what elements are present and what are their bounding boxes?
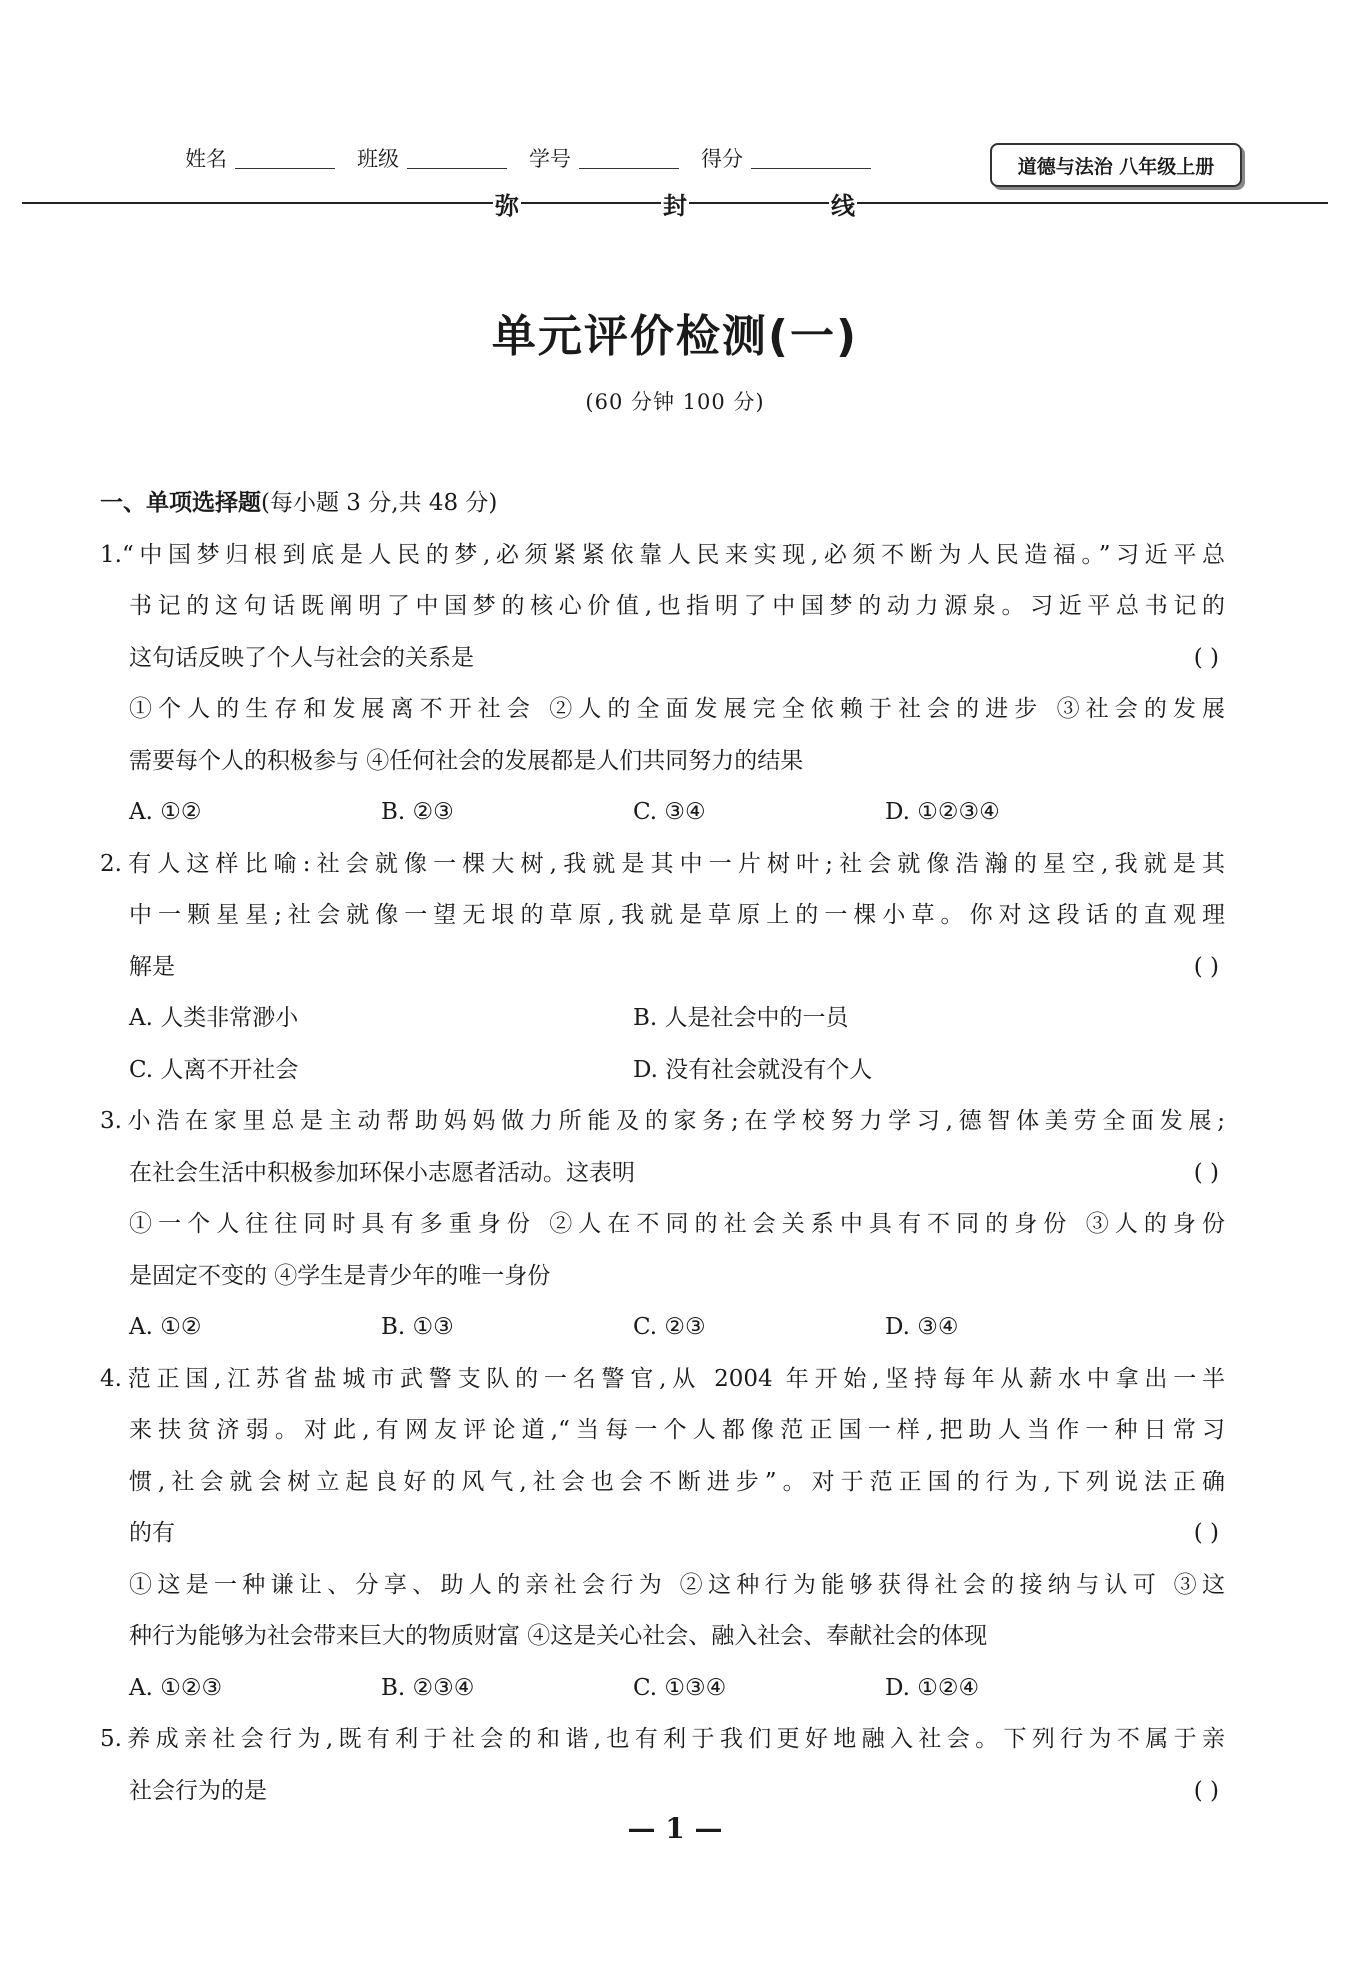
score-label: 得分 [701,147,743,171]
question-text-line: 在社会生活中积极参加环保小志愿者活动。这表明 [129,1159,635,1186]
question-last-line [100,1766,1225,1818]
question-3 [100,1096,1225,1354]
class-field[interactable] [357,143,507,173]
seal-char-2: 封 [663,191,687,220]
exam-duration: (60 分钟 100 分) [585,390,765,414]
question-last-line [100,633,1225,685]
option-d[interactable]: D. ①②③④ [885,799,1000,825]
question-text-line: 解是 [129,953,175,980]
score-field[interactable] [701,143,871,173]
question-last-line [100,942,1225,994]
question-text-line: 中一颗星星;社会就像一望无垠的草原,我就是草原上的一棵小草。你对这段话的直观理 [129,902,1225,928]
question-last-line [100,1148,1225,1200]
class-label: 班级 [357,147,399,171]
option-b[interactable]: B. ②③ [381,799,454,825]
question-text-line: 4.范正国,江苏省盐城市武警支队的一名警官,从 2004 年开始,坚持每年从薪水中拿出一半 [100,1365,1225,1392]
option-b[interactable]: B. ②③④ [381,1674,475,1701]
answer-bracket[interactable]: ( ) [1193,1520,1219,1546]
seal-line-segment [689,202,829,204]
question-1 [100,530,1225,839]
option-b[interactable]: B. 人是社会中的一员 [633,1005,849,1031]
page-number: — 1 — [627,1812,723,1845]
name-blank[interactable] [235,167,335,169]
name-label: 姓名 [185,147,227,171]
question-text-line: 书记的这句话既阐明了中国梦的核心价值,也指明了中国梦的动力源泉。习近平总书记的 [129,593,1225,619]
question-text-line: 这句话反映了个人与社会的关系是 [129,644,474,671]
answer-options [100,993,1225,1045]
option-a[interactable]: A. ①②③ [129,1674,223,1701]
number-label: 学号 [529,147,571,171]
seal-line-segment [857,202,1328,204]
answer-options [100,1302,1225,1354]
question-text-line: 2.有人这样比喻:社会就像一棵大树,我就是其中一片树叶;社会就像浩瀚的星空,我就是其 [100,850,1225,877]
answer-bracket[interactable]: ( ) [1193,1777,1219,1804]
answer-options [100,1663,1225,1715]
statement-line: ①个人的生存和发展离不开社会 ②人的全面发展完全依赖于社会的进步 ③社会的发展 [129,696,1225,722]
statement-line: 需要每个人的积极参与 ④任何社会的发展都是人们共同努力的结果 [129,747,804,774]
seal-char-1: 弥 [495,191,519,220]
option-d[interactable]: D. ③④ [885,1314,959,1340]
question-text-line: 3.小浩在家里总是主动帮助妈妈做力所能及的家务;在学校努力学习,德智体美劳全面发展; [100,1108,1225,1134]
seal-line-segment [521,202,661,204]
question-text-line: 社会行为的是 [129,1777,267,1804]
section-heading [100,478,1225,530]
question-last-line [100,1508,1225,1560]
statement-line: ①一个人往往同时具有多重身份 ②人在不同的社会关系中具有不同的身份 ③人的身份 [129,1211,1225,1237]
option-d[interactable]: D. 没有社会就没有个人 [633,1056,873,1083]
seal-line [22,188,1328,218]
answer-options [100,787,1225,839]
answer-bracket[interactable]: ( ) [1193,1159,1219,1186]
option-c[interactable]: C. ③④ [633,799,706,825]
statement-line: 种行为能够为社会带来巨大的物质财富 ④这是关心社会、融入社会、奉献社会的体现 [129,1623,988,1649]
section-note: (每小题 3 分,共 48 分) [261,490,498,516]
option-a[interactable]: A. ①② [129,799,202,825]
question-5 [100,1714,1225,1817]
page-title: 单元评价检测(一) [491,311,859,362]
question-4 [100,1354,1225,1715]
statement-line: 是固定不变的 ④学生是青少年的唯一身份 [129,1262,551,1289]
option-a[interactable]: A. ①② [129,1314,202,1340]
name-field[interactable] [185,143,335,173]
question-text-line: 来扶贫济弱。对此,有网友评论道,“当每一个人都像范正国一样,把助人当作一种日常习 [129,1417,1225,1443]
section-title: 一、单项选择题 [100,490,261,516]
answer-bracket[interactable]: ( ) [1193,644,1219,671]
option-d[interactable]: D. ①②④ [885,1674,980,1701]
question-text-line: 1.“中国梦归根到底是人民的梦,必须紧紧依靠人民来实现,必须不断为人民造福。”习近平总 [100,541,1225,568]
score-blank[interactable] [751,167,871,169]
question-list [100,478,1225,1817]
class-blank[interactable] [407,167,507,169]
seal-char-3: 线 [831,191,855,220]
option-b[interactable]: B. ①③ [381,1314,454,1340]
question-text-line: 的有 [129,1520,175,1546]
seal-line-segment [22,202,493,204]
subject-badge: 道德与法治 八年级上册 [990,143,1242,187]
option-a[interactable]: A. 人类非常渺小 [129,1005,299,1031]
number-field[interactable] [529,143,679,173]
question-text-line: 惯,社会就会树立起良好的风气,社会也会不断进步”。对于范正国的行为,下列说法正确 [129,1468,1225,1495]
answer-bracket[interactable]: ( ) [1193,953,1219,980]
statement-line: ①这是一种谦让、分享、助人的亲社会行为 ②这种行为能够获得社会的接纳与认可 ③这 [129,1571,1225,1598]
question-text-line: 5.养成亲社会行为,既有利于社会的和谐,也有利于我们更好地融入社会。下列行为不属于亲 [100,1726,1225,1752]
student-info-fields [185,143,893,173]
answer-options [100,1045,1225,1097]
number-blank[interactable] [579,167,679,169]
option-c[interactable]: C. 人离不开社会 [129,1056,299,1083]
question-2 [100,839,1225,1097]
option-c[interactable]: C. ①③④ [633,1674,727,1701]
option-c[interactable]: C. ②③ [633,1314,706,1340]
